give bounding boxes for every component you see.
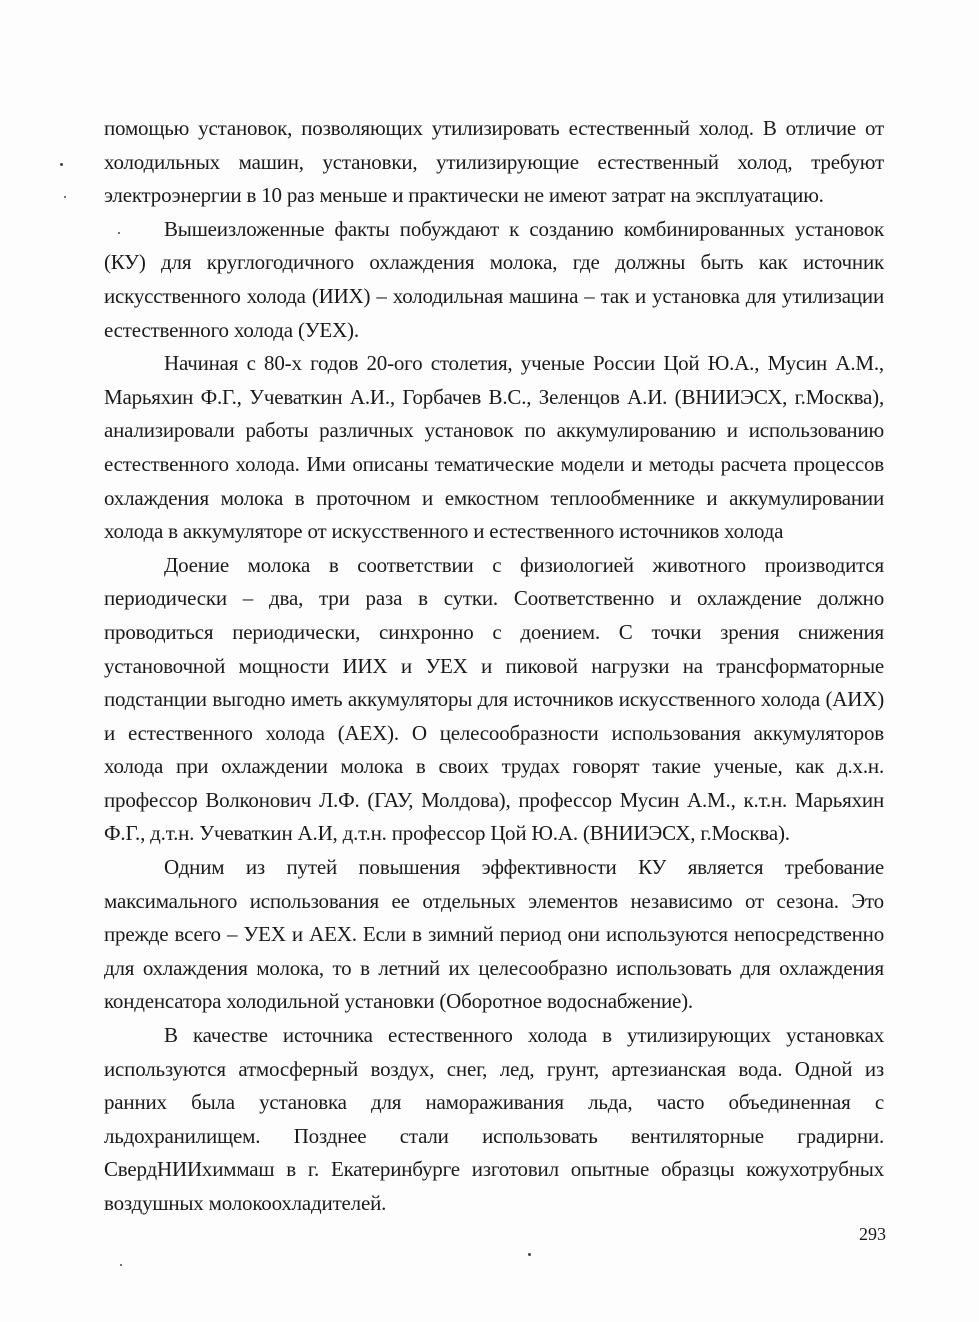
paragraph: помощью установок, позволяющих утилизировать естественный холод. В отличие от холодильных машин, установки, утилизирующие естественный холод, требуют электроэнергии в 10 раз меньше и практически не имеют затрат на эксплуатацию.	[104, 116, 884, 208]
scan-speck	[64, 196, 66, 198]
scan-speck	[120, 1264, 122, 1266]
paragraph: Одним из путей повышения эффективности КУ является требование максимального использования ее отдельных элементов независимо от сезона. Это прежде всего – УЕХ и АЕХ. Если в зимний период они используются непосредственно для охлаждения молока, то в летний их целесообразно использовать для охлаждения конденсатора холодильной установки (Оборотное водоснабжение).	[104, 855, 884, 1014]
page-number: 293	[859, 1224, 886, 1244]
paragraph: В качестве источника естественного холода в утилизирующих установках используются атмосферный воздух, снег, лед, грунт, артезианская вода. Одной из ранних была установка для намораживания льда, часто объединенная с льдохранилищем. Позднее стали использовать вентиляторные градирни. СвердНИИхиммаш в г. Екатеринбурге изготовил опытные образцы кожухотрубных воздушных молокоохладителей.	[104, 1023, 884, 1215]
scan-speck	[60, 163, 63, 166]
scan-speck	[528, 1253, 531, 1256]
paragraph: Доение молока в соответствии с физиологией животного производится периодически – два, три раза в сутки. Соответственно и охлаждение должно проводиться периодически, синхронно с доением. С точки зрения снижения установочной мощности ИИХ и УЕХ и пиковой нагрузки на трансформаторные подстанции выгодно иметь аккумуляторы для источников искусственного холода (АИХ) и естественного холода (АЕХ). О целесообразности использования аккумуляторов холода при охлаждении молока в своих трудах говорят такие ученые, как д.х.н. профессор Волконович Л.Ф. (ГАУ, Молдова), профессор Мусин А.М., к.т.н. Марьяхин Ф.Г., д.т.н. Учеваткин А.И, д.т.н. профессор Цой Ю.А. (ВНИИЭСХ, г.Москва).	[104, 552, 884, 846]
body-text	[104, 112, 884, 1221]
paragraph: Вышеизложенные факты побуждают к созданию комбинированных установок (КУ) для круглогодичного охлаждения молока, где должны быть как источник искусственного холода (ИИХ) – холодильная машина – так и установка для утилизации естественного холода (УЕХ).	[104, 216, 884, 342]
paragraph: Начиная с 80-х годов 20-ого столетия, ученые России Цой Ю.А., Мусин А.М., Марьяхин Ф.Г., Учеваткин А.И., Горбачев В.С., Зеленцов А.И. (ВНИИЭСХ, г.Москва), анализировали работы различных установок по аккумулированию и использованию естественного холода. Ими описаны тематические модели и методы расчета процессов охлаждения молока в проточном и емкостном теплообменнике и аккумулировании холода в аккумуляторе от искусственного и естественного источников холода	[104, 351, 884, 544]
